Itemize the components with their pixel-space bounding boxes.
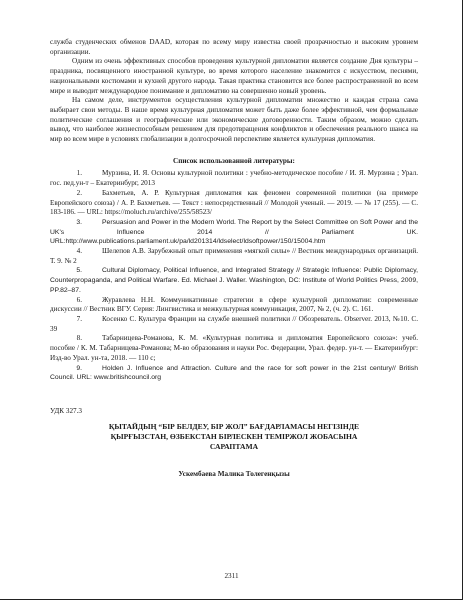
- reference-number: 9.: [76, 364, 82, 372]
- reference-number: 8.: [76, 334, 82, 343]
- reference-text: Holden J. Influence and Attraction. Culture and the race for soft power in the 21st century// British Council. URL: www.britishcouncil.org: [50, 364, 418, 382]
- article-title-line: САРАПТАМА: [209, 441, 259, 451]
- reference-number: 1.: [76, 169, 82, 178]
- reference-item: [50, 315, 418, 334]
- reference-number: 3.: [76, 218, 82, 226]
- udk-code: УДК 327.3: [50, 406, 83, 415]
- references-list: [50, 169, 418, 382]
- reference-item: [50, 266, 418, 295]
- reference-number: 2.: [76, 188, 82, 197]
- reference-item: [50, 296, 418, 315]
- reference-text: Cultural Diplomacy, Political Influence, and Integrated Strategy // Strategic Influence: Public Diplomacy, Counterpropaganda, and Political Warfare. Ed. Michael J. Waller. Washington, DC: Institute of World Politics Press, 2009, PP.82–87.: [50, 267, 418, 294]
- reference-item: [50, 169, 418, 188]
- body-paragraph: Одним из очень эффективных способов проведения культурной дипломатии является создание Дня культуры – праздника, посвященного иностранной культуре, во время которого население знакомится с искусством, песнями, национальными костюмами и кухней другого народа. Такая практика становится все более распространенной во всем мире и выводит международное понимание и дипломатию на совершенно новый уровень.: [50, 57, 418, 95]
- reference-number: 7.: [76, 314, 82, 323]
- references-title: Список использованной литературы:: [173, 156, 295, 165]
- author-name: Ускембаева Малика Толегенқызы: [178, 469, 290, 478]
- reference-item: [50, 189, 418, 218]
- article-title-line: ҚЫРҒЫЗСТАН, ӨЗБЕКСТАН БІРЛЕСКЕН ТЕМІРЖОЛ ЖОБАСЫНА: [110, 431, 358, 441]
- reference-item: [50, 247, 418, 266]
- body-paragraph: На самом деле, инструментов осуществления культурной дипломатии множество и каждая страна сама выбирает свои методы. В наше время культурная дипломатия может быть даже более эффективной, чем формальные политические соглашения и географические или экономические договоренности. Таким образом, можно сделать вывод, что наиболее жизнеспособным решением для предотвращения конфликтов и обеспечения реального шанса на мир во всем мире в условиях глобализации в долгосрочной перспективе является культурная дипломатия.: [50, 96, 418, 144]
- reference-text: Мурзина, И. Я. Основы культурной политики : учебно-методическое пособие / И. Я. Мурзина ; Урал. гос. пед.ун-т – Екатеринбург, 2013: [50, 169, 418, 188]
- reference-number: 5.: [76, 267, 82, 275]
- body-paragraph: служба студенческих обменов DAAD, которая по всему миру известна своей прозрачностью и высоким уровнем организации.: [50, 38, 418, 56]
- reference-item: [50, 334, 418, 363]
- reference-item: [50, 218, 418, 247]
- reference-text: Бахметьев, А. Р. Культурная дипломатия как феномен современной политики (на примере Европейского союза) / А. Р. Бахметьев. — Текст : непосредственный // Молодой ученый. — 2019. — № 17 (255). — С. 183-186. — URL: https://moluch.ru/archive/255/58523/: [50, 188, 418, 217]
- reference-number: 6.: [76, 295, 82, 304]
- reference-number: 4.: [76, 247, 82, 256]
- reference-text: Шелепов А.В. Зарубежный опыт применения «мягкой силы» // Вестник международных организаций. Т. 9. № 2: [50, 247, 418, 265]
- reference-text: Журавлева Н.Н. Коммуникативные стратегии в сфере культурной дипломатии: современные дискуссии // Вестник ВГУ. Серия: Лингвистика и межкультурная коммуникация, 2007, № 2, (ч. 2). С. 161.: [50, 295, 418, 314]
- reference-item: [50, 364, 418, 383]
- reference-text: Табарницева-Романова, К. М. «Культурная политика и дипломатия Европейского союза»: учеб. пособие / К. М. Табарницева-Романова; М-во образования и науки Рос. Федерации, Урал. федер. ун-т. — Екатеринбург: Изд-во Урал. ун-та, 2018. — 110 с;: [50, 334, 418, 362]
- reference-text: Косенко С. Культура Франции на службе внешней политики // Обозреватель. Observer. 2013, №10. С. 39: [50, 314, 418, 333]
- page-content: [50, 38, 418, 479]
- page-number: 2311: [224, 572, 239, 580]
- reference-text: Persuasion and Power in the Modern World. The Report by the Select Committee on Soft Power and the UK's Influence 2014 // Parliament UK. URL:http://www.publications.parliament.uk/pa/ld201314/ldselect/ldsoftpower/150/15004.htm: [50, 218, 418, 246]
- article-title-line: ҚЫТАЙДЫҢ “БІР БЕЛДЕУ, БІР ЖОЛ” БАҒДАРЛАМАСЫ НЕГІЗІНДЕ: [108, 421, 360, 431]
- article-title: [50, 422, 418, 452]
